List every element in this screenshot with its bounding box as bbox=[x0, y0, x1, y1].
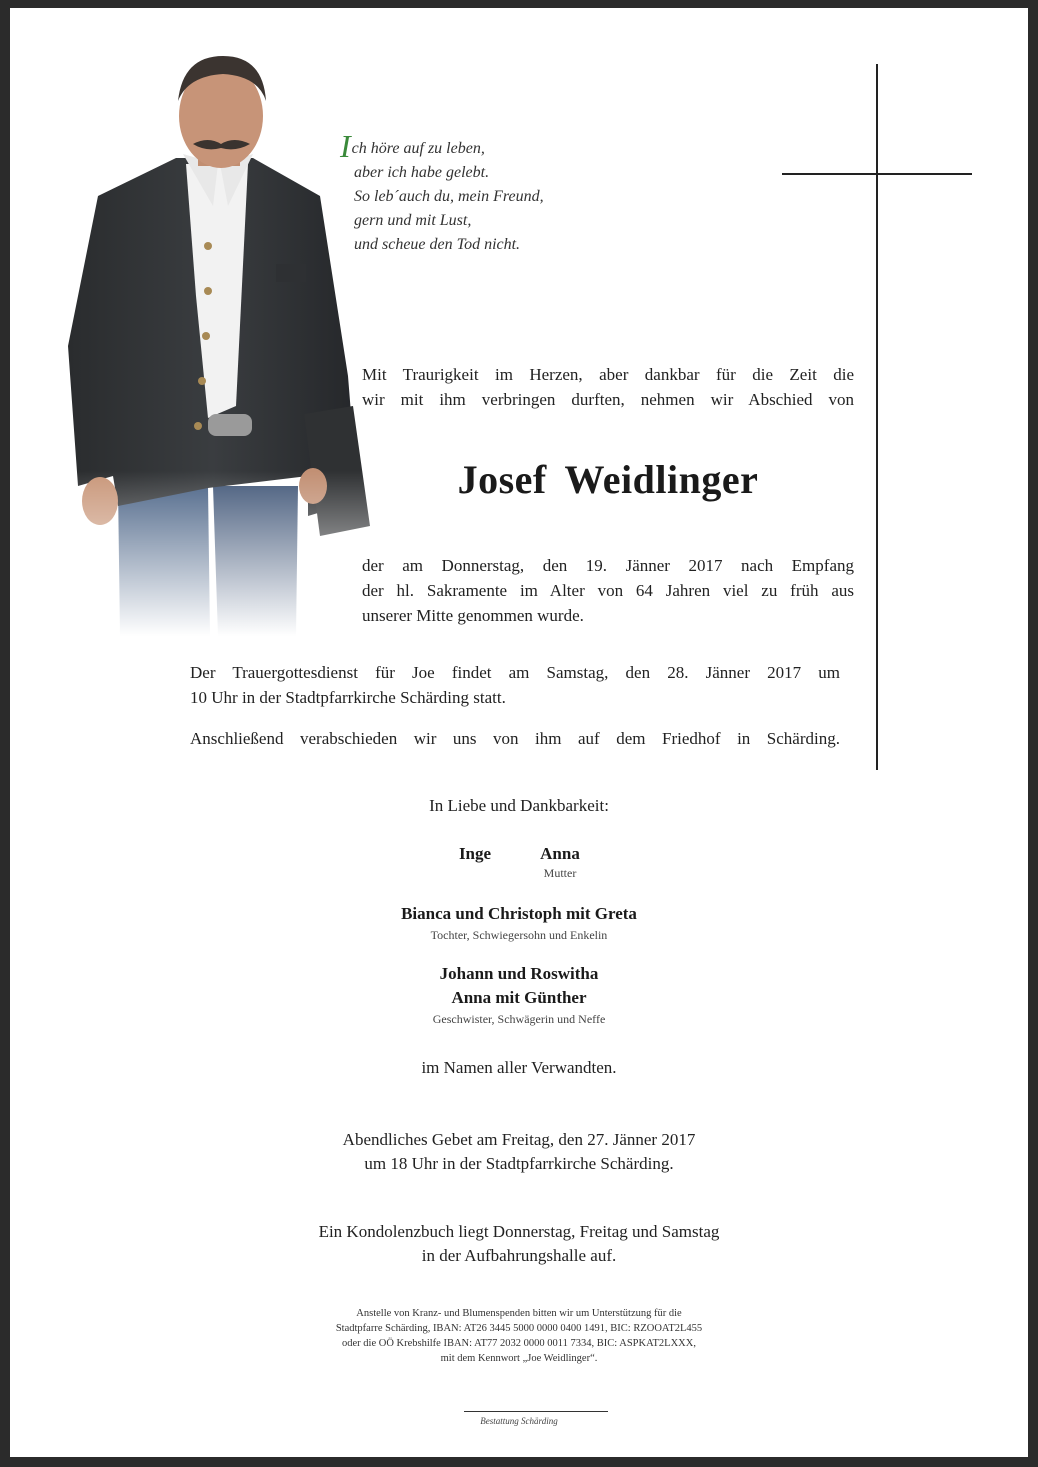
mourner-inge: Inge bbox=[458, 844, 492, 863]
intro-text bbox=[362, 362, 854, 412]
intro-line: wir mit ihm verbringen durften, nehmen wir Abschied von bbox=[362, 390, 854, 409]
donation-line: Stadtpfarre Schärding, IBAN: AT26 3445 5000 0000 0400 1491, BIC: RZOOAT2L455 bbox=[335, 1323, 703, 1334]
cross-vertical bbox=[876, 64, 878, 770]
prayer-line: um 18 Uhr in der Stadtpfarrkirche Schärding. bbox=[364, 1154, 674, 1173]
deceased-name: Josef Weidlinger bbox=[457, 457, 759, 502]
death-line: der hl. Sakramente im Alter von 64 Jahren viel zu früh aus bbox=[362, 581, 854, 600]
portrait-photo bbox=[58, 46, 378, 636]
death-line: unserer Mitte genommen wurde. bbox=[362, 606, 584, 625]
poem-line: So leb´auch du, mein Freund, bbox=[354, 188, 544, 205]
intro-line: Mit Traurigkeit im Herzen, aber dankbar für die Zeit die bbox=[362, 365, 854, 384]
condolence-line: in der Aufbahrungshalle auf. bbox=[421, 1246, 617, 1265]
undertaker-signature: Bestattung Schärding bbox=[480, 1416, 558, 1426]
obituary-card bbox=[10, 8, 1028, 1457]
mourner-family-2-relation: Tochter, Schwiegersohn und Enkelin bbox=[430, 928, 608, 942]
mourner-family-3-relation: Geschwister, Schwägerin und Neffe bbox=[432, 1012, 606, 1026]
donation-text bbox=[10, 1306, 1028, 1366]
mourner-family-3-line1: Johann und Roswitha bbox=[439, 964, 599, 983]
cross-horizontal bbox=[782, 173, 972, 175]
donation-line: oder die OÖ Krebshilfe IBAN: AT77 2032 0000 0011 7334, BIC: ASPKAT2LXXX, bbox=[342, 1338, 696, 1349]
mourner-family-2: Bianca und Christoph mit Greta bbox=[401, 904, 637, 923]
relatives-line: im Namen aller Verwandten. bbox=[421, 1058, 617, 1077]
donation-line: mit dem Kennwort „Joe Weidlinger“. bbox=[440, 1353, 598, 1364]
poem-initial: I bbox=[340, 128, 351, 164]
mourner-anna-relation: Mutter bbox=[543, 866, 577, 880]
poem bbox=[340, 128, 600, 257]
condolence-line: Ein Kondolenzbuch liegt Donnerstag, Freitag und Samstag bbox=[318, 1222, 720, 1241]
poem-line bbox=[340, 128, 600, 164]
donation-line: Anstelle von Kranz- und Blumenspenden bitten wir um Unterstützung für die bbox=[356, 1308, 682, 1319]
funeral-line: 10 Uhr in der Stadtpfarrkirche Schärding statt. bbox=[190, 688, 506, 707]
mourner-anna: Anna bbox=[540, 844, 580, 863]
poem-line: aber ich habe gelebt. bbox=[354, 164, 490, 181]
burial-text: Anschließend verabschieden wir uns von ihm auf dem Friedhof in Schärding. bbox=[190, 729, 840, 748]
love-line: In Liebe und Dankbarkeit: bbox=[429, 796, 609, 815]
funeral-line: Der Trauergottesdienst für Joe findet am Samstag, den 28. Jänner 2017 um bbox=[190, 663, 840, 682]
funeral-text bbox=[190, 660, 840, 710]
mourner-family-3-line2: Anna mit Günther bbox=[451, 988, 587, 1007]
divider bbox=[464, 1411, 608, 1412]
death-text bbox=[362, 553, 854, 628]
death-line: der am Donnerstag, den 19. Jänner 2017 nach Empfang bbox=[362, 556, 854, 575]
prayer-line: Abendliches Gebet am Freitag, den 27. Jänner 2017 bbox=[342, 1130, 696, 1149]
prayer-text bbox=[10, 1128, 1028, 1176]
poem-line: gern und mit Lust, bbox=[354, 212, 472, 229]
poem-line-text: ch höre auf zu leben, bbox=[351, 140, 485, 157]
poem-line: und scheue den Tod nicht. bbox=[354, 236, 521, 253]
condolence-text bbox=[10, 1220, 1028, 1268]
